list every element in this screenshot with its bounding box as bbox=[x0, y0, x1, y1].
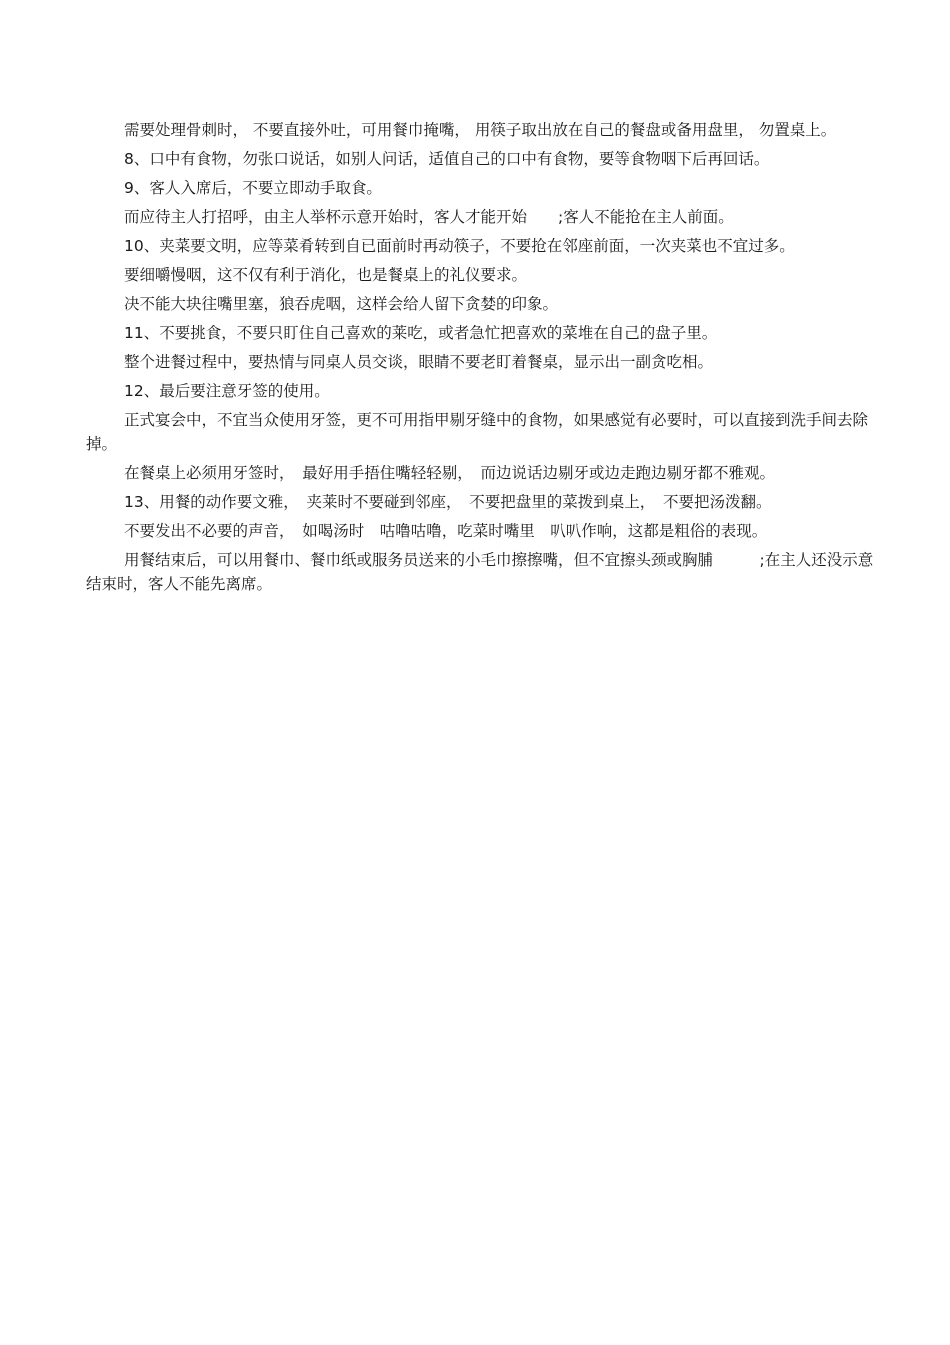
paragraph-12: 在餐桌上必须用牙签时， 最好用手捂住嘴轻轻剔， 而边说话边剔牙或边走跑边剔牙都不雅观。 bbox=[124, 464, 776, 482]
paragraph-8: 11、不要挑食，不要只盯住自己喜欢的莱吃，或者急忙把喜欢的菜堆在自己的盘子里。 bbox=[124, 324, 718, 342]
paragraph-5: 10、夹菜要文明，应等菜肴转到自已面前时再动筷子，不要抢在邻座前面，一次夹菜也不宜过多。 bbox=[124, 237, 795, 255]
paragraph-7: 决不能大块往嘴里塞，狼吞虎咽，这样会给人留下贪婪的印象。 bbox=[124, 295, 559, 313]
paragraph-6: 要细嚼慢咽，这不仅有利于消化，也是餐桌上的礼仪要求。 bbox=[124, 266, 528, 284]
paragraph-9: 整个进餐过程中，要热情与同桌人员交谈，眼睛不要老盯着餐桌，显示出一副贪吃相。 bbox=[124, 353, 714, 371]
document-body bbox=[86, 118, 876, 601]
paragraph-11: 正式宴会中，不宜当众使用牙签，更不可用指甲剔牙缝中的食物，如果感觉有必要时，可以直接到洗手间去除掉。 bbox=[86, 411, 869, 453]
paragraph-15: 用餐结束后，可以用餐巾、餐巾纸或服务员送来的小毛巾擦擦嘴，但不宜擦头颈或胸脯 ;在主人还没示意结束时，客人不能先离席。 bbox=[86, 551, 874, 593]
paragraph-13: 13、用餐的动作要文雅， 夹莱时不要碰到邻座， 不要把盘里的菜拨到桌上， 不要把汤泼翻。 bbox=[124, 493, 772, 511]
paragraph-10: 12、最后要注意牙签的使用。 bbox=[124, 382, 330, 400]
paragraph-4: 而应待主人打招呼，由主人举杯示意开始时，客人才能开始 ;客人不能抢在主人前面。 bbox=[124, 208, 734, 226]
paragraph-2: 8、口中有食物，勿张口说话，如别人问话，适值自己的口中有食物，要等食物咽下后再回话。 bbox=[124, 150, 770, 168]
paragraph-3: 9、客人入席后，不要立即动手取食。 bbox=[124, 179, 382, 197]
paragraph-1: 需要处理骨刺时， 不要直接外吐，可用餐巾掩嘴， 用筷子取出放在自己的餐盘或备用盘里， 勿置桌上。 bbox=[124, 121, 837, 139]
paragraph-14: 不要发出不必要的声音， 如喝汤时 咕噜咕噜，吃菜时嘴里 叭叭作响，这都是粗俗的表现。 bbox=[124, 522, 768, 540]
